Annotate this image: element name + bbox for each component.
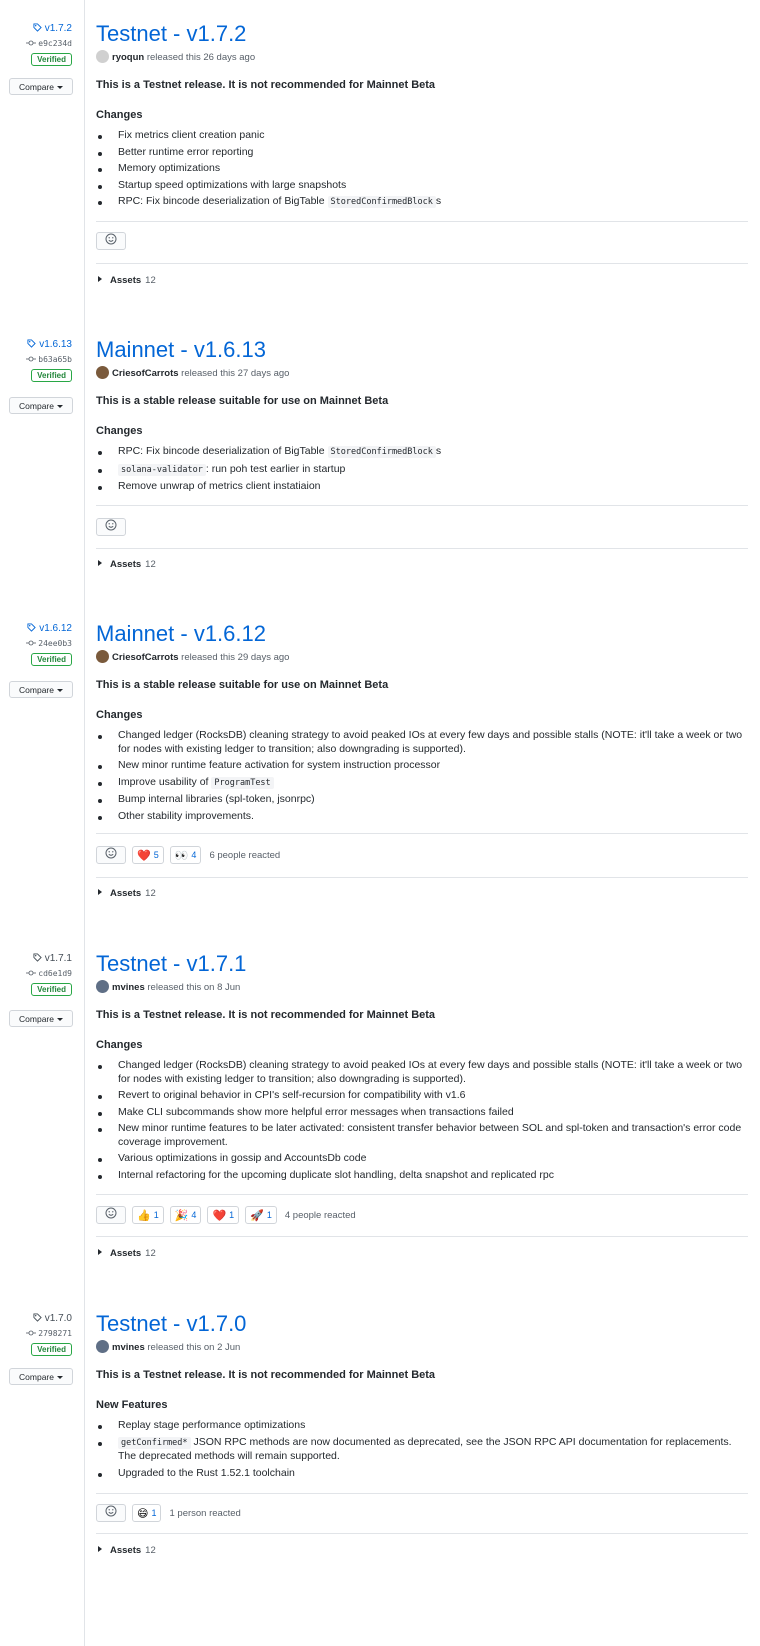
- smiley-icon: [105, 232, 117, 250]
- release-byline: ryoqun released this 26 days ago: [96, 50, 748, 66]
- commit-link[interactable]: b63a65b: [0, 353, 74, 367]
- reaction-button[interactable]: [132, 1206, 164, 1224]
- reaction-emoji-icon: ❤️: [137, 849, 151, 862]
- change-list: [96, 129, 748, 210]
- reaction-button[interactable]: [170, 846, 202, 864]
- change-item: Startup speed optimizations with large snapshots: [96, 179, 748, 193]
- reaction-count: 1: [229, 1210, 235, 1220]
- release-byline: CriesofCarrots released this 27 days ago: [96, 366, 748, 382]
- commit-icon: [26, 639, 38, 648]
- reaction-emoji-icon: 👀: [174, 849, 189, 862]
- avatar[interactable]: [96, 980, 109, 993]
- commit-icon: [26, 1329, 38, 1338]
- verified-badge[interactable]: Verified: [31, 983, 72, 996]
- commit-icon: [26, 39, 38, 48]
- assets-count: 12: [145, 1248, 156, 1259]
- divider: [96, 877, 748, 878]
- triangle-right-icon: [98, 1249, 102, 1255]
- code-snippet: getConfirmed*: [118, 1437, 191, 1449]
- reaction-summary: 6 people reacted: [209, 849, 281, 861]
- assets-toggle[interactable]: Assets 12: [98, 887, 156, 901]
- divider: [96, 1194, 748, 1195]
- divider: [96, 1533, 748, 1534]
- author-link[interactable]: mvines: [112, 1342, 145, 1353]
- assets-count: 12: [145, 888, 156, 899]
- change-item: getConfirmed* JSON RPC methods are now documented as deprecated, see the JSON RPC API documentation for replacements. The deprecated methods will remain supported.: [96, 1436, 748, 1464]
- change-item: Make CLI subcommands show more helpful error messages when transactions failed: [96, 1106, 748, 1120]
- reaction-summary: 4 people reacted: [284, 1209, 356, 1221]
- release-title[interactable]: Testnet - v1.7.1: [96, 951, 247, 976]
- divider: [96, 505, 748, 506]
- avatar[interactable]: [96, 366, 109, 379]
- tag-link[interactable]: v1.6.12: [0, 621, 74, 637]
- release-body: [96, 20, 748, 213]
- release-body: [96, 336, 748, 497]
- caret-down-icon: [57, 689, 63, 692]
- assets-toggle[interactable]: Assets 12: [98, 274, 156, 288]
- compare-dropdown[interactable]: Compare: [9, 681, 73, 698]
- add-reaction-button[interactable]: [96, 1206, 126, 1224]
- release-notice: This is a stable release suitable for use on Mainnet Beta: [96, 395, 389, 407]
- reaction-summary: 1 person reacted: [169, 1507, 241, 1519]
- tag-icon: [33, 1313, 45, 1324]
- tag-icon: [27, 339, 39, 350]
- timeline-line: [84, 0, 85, 1646]
- commit-link[interactable]: 24ee0b3: [0, 637, 74, 651]
- reactions-bar: [96, 1206, 356, 1224]
- reaction-count: 1: [151, 1508, 157, 1518]
- change-item: RPC: Fix bincode deserialization of BigTable StoredConfirmedBlock s: [96, 445, 748, 460]
- code-snippet: ProgramTest: [211, 777, 273, 789]
- reaction-button[interactable]: [132, 846, 164, 864]
- release-body: [96, 620, 748, 826]
- change-item: Replay stage performance optimizations: [96, 1419, 748, 1433]
- add-reaction-button[interactable]: [96, 1504, 126, 1522]
- divider: [96, 1493, 748, 1494]
- triangle-right-icon: [98, 560, 102, 566]
- triangle-right-icon: [98, 889, 102, 895]
- commit-link[interactable]: e9c234d: [0, 37, 74, 51]
- tag-link[interactable]: v1.7.2: [0, 21, 74, 37]
- reaction-count: 4: [191, 850, 197, 860]
- add-reaction-button[interactable]: [96, 232, 126, 250]
- change-list: [96, 729, 748, 823]
- reaction-button[interactable]: [132, 1504, 161, 1522]
- smiley-icon: [105, 518, 117, 536]
- reaction-count: 1: [153, 1210, 159, 1220]
- release-meta: [0, 1311, 74, 1356]
- change-item: Better runtime error reporting: [96, 146, 748, 160]
- author-link[interactable]: CriesofCarrots: [112, 368, 179, 379]
- compare-dropdown[interactable]: Compare: [9, 397, 73, 414]
- verified-badge[interactable]: Verified: [31, 1343, 72, 1356]
- verified-badge[interactable]: Verified: [31, 653, 72, 666]
- compare-dropdown[interactable]: Compare: [9, 78, 73, 95]
- author-link[interactable]: ryoqun: [112, 52, 145, 63]
- caret-down-icon: [57, 86, 63, 89]
- reaction-count: 5: [153, 850, 159, 860]
- section-heading: Changes: [96, 1039, 143, 1051]
- compare-dropdown[interactable]: Compare: [9, 1368, 73, 1385]
- code-snippet: StoredConfirmedBlock: [328, 446, 436, 458]
- triangle-right-icon: [98, 276, 102, 282]
- release-body: [96, 950, 748, 1185]
- change-item: Changed ledger (RocksDB) cleaning strategy to avoid peaked IOs at every few days and possible stalls (NOTE: it'll take a week or two for nodes with existing ledger to transition; also downgrading is supported).: [96, 1059, 748, 1086]
- release-byline: mvines released this on 8 Jun: [96, 980, 748, 996]
- change-item: Internal refactoring for the upcoming duplicate slot handling, delta snapshot and replicated rpc: [96, 1169, 748, 1183]
- tag-icon: [27, 623, 39, 634]
- avatar[interactable]: [96, 650, 109, 663]
- reactions-bar: [96, 518, 134, 536]
- assets-toggle[interactable]: Assets 12: [98, 1247, 156, 1261]
- section-heading: Changes: [96, 109, 143, 121]
- avatar[interactable]: [96, 1340, 109, 1353]
- change-item: Bump internal libraries (spl-token, jsonrpc): [96, 793, 748, 807]
- reaction-button[interactable]: [170, 1206, 202, 1224]
- tag-link[interactable]: v1.7.1: [0, 951, 74, 967]
- commit-icon: [26, 355, 38, 364]
- reaction-button[interactable]: [207, 1206, 239, 1224]
- reactions-bar: [96, 1504, 241, 1522]
- change-item: RPC: Fix bincode deserialization of BigTable StoredConfirmedBlock s: [96, 195, 748, 210]
- reaction-emoji-icon: ❤️: [212, 1209, 227, 1222]
- verified-badge[interactable]: Verified: [31, 369, 72, 382]
- change-list: [96, 1419, 748, 1480]
- change-list: [96, 445, 748, 494]
- commit-link[interactable]: 2798271: [0, 1327, 74, 1341]
- release-body: [96, 1310, 748, 1483]
- tag-link[interactable]: v1.7.0: [0, 1311, 74, 1327]
- add-reaction-button[interactable]: [96, 846, 126, 864]
- tag-icon: [33, 23, 45, 34]
- tag-icon: [33, 953, 45, 964]
- release-title[interactable]: Testnet - v1.7.0: [96, 1311, 247, 1336]
- caret-down-icon: [57, 1376, 63, 1379]
- author-link[interactable]: CriesofCarrots: [112, 652, 179, 663]
- author-link[interactable]: mvines: [112, 982, 145, 993]
- reaction-button[interactable]: [245, 1206, 277, 1224]
- release-notice: This is a Testnet release. It is not recommended for Mainnet Beta: [96, 1009, 436, 1021]
- divider: [96, 548, 748, 549]
- reactions-bar: [96, 846, 280, 864]
- reactions-bar: [96, 232, 134, 250]
- smiley-icon: [105, 1206, 117, 1224]
- avatar[interactable]: [96, 50, 109, 63]
- commit-icon: [26, 969, 38, 978]
- release-title[interactable]: Testnet - v1.7.2: [96, 21, 247, 46]
- change-item: Fix metrics client creation panic: [96, 129, 748, 143]
- caret-down-icon: [57, 405, 63, 408]
- change-item: Revert to original behavior in CPI's self-recursion for compatibility with v1.6: [96, 1089, 748, 1103]
- change-item: Changed ledger (RocksDB) cleaning strategy to avoid peaked IOs at every few days and possible stalls (NOTE: it'll take a week or two for nodes with existing ledger to transition; also downgrading is supported).: [96, 729, 748, 756]
- section-heading: New Features: [96, 1399, 168, 1411]
- change-item: solana-validator : run poh test earlier in startup: [96, 463, 748, 478]
- caret-down-icon: [57, 1018, 63, 1021]
- release-notice: This is a stable release suitable for use on Mainnet Beta: [96, 679, 389, 691]
- assets-count: 12: [145, 275, 156, 286]
- verified-badge[interactable]: Verified: [31, 53, 72, 66]
- change-item: Improve usability of ProgramTest: [96, 776, 748, 791]
- assets-count: 12: [145, 1545, 156, 1556]
- assets-toggle[interactable]: Assets 12: [98, 1544, 156, 1558]
- change-item: Memory optimizations: [96, 162, 748, 176]
- add-reaction-button[interactable]: [96, 518, 126, 536]
- compare-dropdown[interactable]: Compare: [9, 1010, 73, 1027]
- assets-toggle[interactable]: Assets 12: [98, 558, 156, 572]
- divider: [96, 833, 748, 834]
- code-snippet: solana-validator: [118, 464, 206, 476]
- change-list: [96, 1059, 748, 1182]
- release-byline: CriesofCarrots released this 29 days ago: [96, 650, 748, 666]
- assets-count: 12: [145, 559, 156, 570]
- section-heading: Changes: [96, 709, 143, 721]
- release-title[interactable]: Mainnet - v1.6.12: [96, 621, 266, 646]
- smiley-icon: [105, 1504, 117, 1522]
- release-meta: [0, 621, 74, 666]
- change-item: Various optimizations in gossip and AccountsDb code: [96, 1152, 748, 1166]
- change-item: New minor runtime features to be later activated: consistent transfer behavior between SOL and spl-token and transaction's error code coverage improvement.: [96, 1122, 748, 1149]
- reaction-count: 4: [191, 1210, 197, 1220]
- release-meta: [0, 21, 74, 66]
- release-notice: This is a Testnet release. It is not recommended for Mainnet Beta: [96, 1369, 436, 1381]
- reaction-emoji-icon: 👍: [137, 1209, 151, 1222]
- reaction-emoji-icon: 🎉: [174, 1209, 189, 1222]
- release-meta: [0, 337, 74, 382]
- divider: [96, 263, 748, 264]
- divider: [96, 221, 748, 222]
- triangle-right-icon: [98, 1546, 102, 1552]
- change-item: Upgraded to the Rust 1.52.1 toolchain: [96, 1467, 748, 1481]
- release-title[interactable]: Mainnet - v1.6.13: [96, 337, 266, 362]
- release-notice: This is a Testnet release. It is not recommended for Mainnet Beta: [96, 79, 436, 91]
- reaction-emoji-icon: 🚀: [250, 1209, 264, 1222]
- code-snippet: StoredConfirmedBlock: [328, 196, 436, 208]
- change-item: Other stability improvements.: [96, 810, 748, 824]
- release-meta: [0, 951, 74, 996]
- divider: [96, 1236, 748, 1237]
- tag-link[interactable]: v1.6.13: [0, 337, 74, 353]
- section-heading: Changes: [96, 425, 143, 437]
- smiley-icon: [105, 846, 117, 864]
- commit-link[interactable]: cd6e1d9: [0, 967, 74, 981]
- change-item: New minor runtime feature activation for system instruction processor: [96, 759, 748, 773]
- change-item: Remove unwrap of metrics client instatiaion: [96, 480, 748, 494]
- reaction-count: 1: [266, 1210, 272, 1220]
- release-byline: mvines released this on 2 Jun: [96, 1340, 748, 1356]
- reaction-emoji-icon: 😄: [137, 1507, 149, 1520]
